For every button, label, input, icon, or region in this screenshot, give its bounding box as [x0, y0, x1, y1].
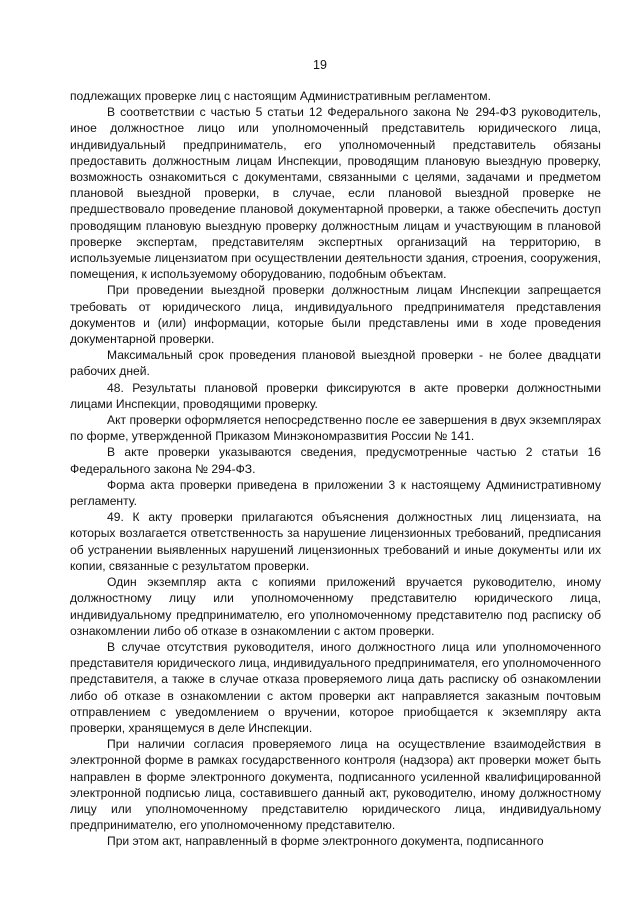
paragraph: Один экземпляр акта с копиями приложений вручается руководителю, иному должностному лицу или уполномоченному представителю юридического лица, индивидуальному предпринимателю, его уполномоченному представителю под расписку об ознакомлении либо об отказе в ознакомлении с актом проверки. [70, 575, 601, 638]
paragraph: При проведении выездной проверки должностным лицам Инспекции запрещается требовать от юридического лица, индивидуального предпринимателя представления документов и (или) информации, которые были представлены ими в ходе проведения документарной проверки. [70, 283, 601, 347]
paragraph: 49. К акту проверки прилагаются объяснения должностных лиц лицензиата, на которых возлагается ответственность за нарушение лицензионных требований, предписания об устранении выявленных нарушений лицензионных требований и иные документы или их копии, связанные с результатом проверки. [70, 510, 601, 573]
paragraph: При наличии согласия проверяемого лица на осуществление взаимодействия в электронной форме в рамках государственного контроля (надзора) акт проверки может быть направлен в форме электронного документа, подписанного усиленной квалифицированной электронной подписью лица, составившего данный акт, руководителю, иному должностному лицу или уполномоченному представителю юридического лица, индивидуальному предпринимателю, его уполномоченному представителю. [70, 737, 601, 833]
paragraph: 48. Результаты плановой проверки фиксируются в акте проверки должностными лицами Инспекции, проводящими проверку. [70, 380, 601, 411]
paragraph: Акт проверки оформляется непосредственно после ее завершения в двух экземплярах по форме, утвержденной Приказом Минэкономразвития России № 141. [70, 413, 601, 444]
page-number: 19 [313, 58, 327, 72]
paragraph-truncated: При этом акт, направленный в форме электронного документа, подписанного [107, 834, 544, 849]
paragraph: В случае отсутствия руководителя, иного должностного лица или уполномоченного представителя юридического лица, индивидуального предпринимателя, его уполномоченного представителя, а также в случае отказа проверяемого лица дать расписку об ознакомлении либо об отказе в ознакомлении с актом проверки акт направляется заказным почтовым отправлением с уведомлением о вручении, которое приобщается к экземпляру акта проверки, хранящемуся в деле Инспекции. [70, 639, 601, 735]
document-body [70, 88, 601, 850]
paragraph: В соответствии с частью 5 статьи 12 Федерального закона № 294-ФЗ руководитель, иное должностное лицо или уполномоченный представитель юридического лица, индивидуальный предприниматель, его уполномоченный представитель обязаны предоставить должностным лицам Инспекции, проводящим плановую выездную проверку, возможность ознакомиться с документами, связанными с целями, задачами и предметом плановой выездной проверки, в случае, если плановой выездной проверке не предшествовало проведение плановой документарной проверки, а также обеспечить доступ проводящим плановую выездную проверку должностным лицам и участвующим в плановой проверке экспертам, представителям экспертных организаций на территорию, в используемые лицензиатом при осуществлении деятельности здания, строения, сооружения, помещения, к используемому оборудованию, подобным объектам. [70, 105, 601, 282]
paragraph: В акте проверки указываются сведения, предусмотренные частью 2 статьи 16 Федерального закона № 294-ФЗ. [70, 445, 601, 476]
paragraph: Форма акта проверки приведена в приложении 3 к настоящему Административному регламенту. [70, 477, 601, 509]
paragraph-continuation: подлежащих проверке лиц с настоящим Административным регламентом. [70, 89, 491, 103]
paragraph: Максимальный срок проведения плановой выездной проверки - не более двадцати рабочих дней. [70, 348, 601, 379]
